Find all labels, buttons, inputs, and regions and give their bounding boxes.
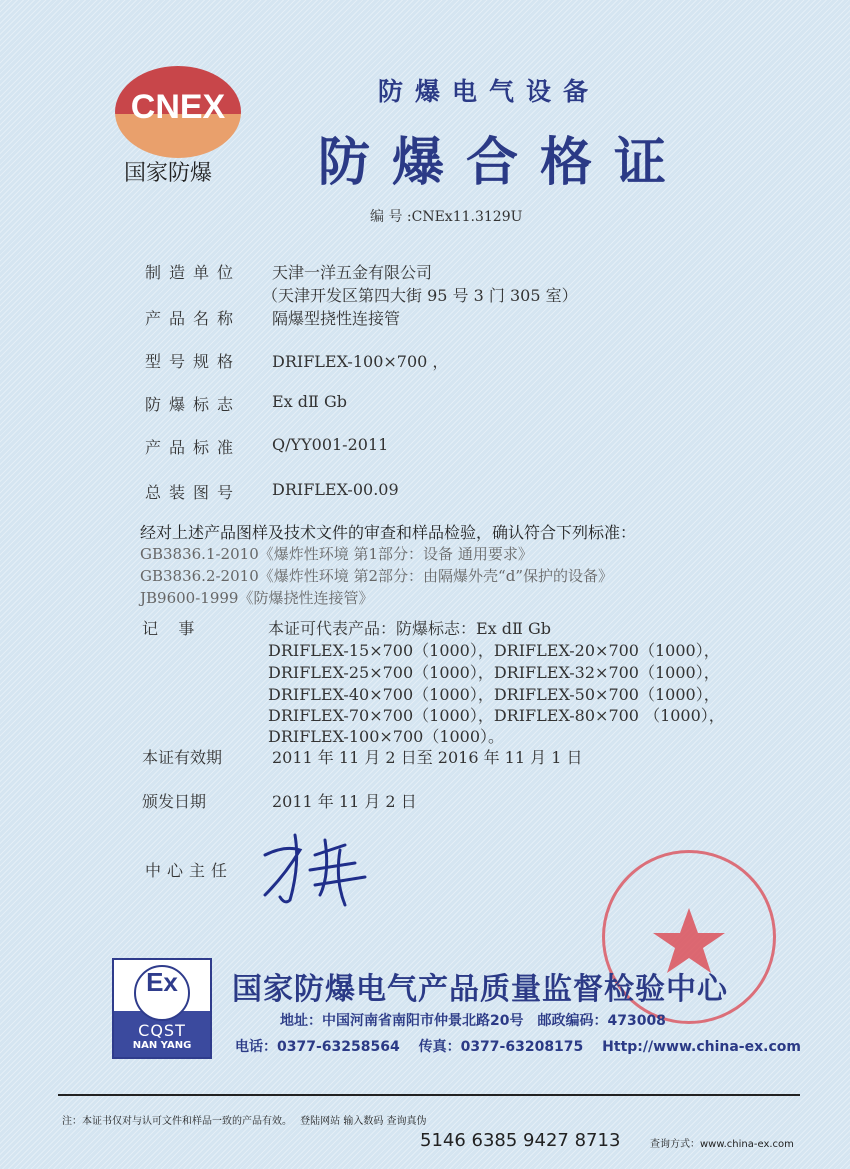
- field-label: 制造单位: [145, 263, 242, 282]
- field-value: Ex dⅡ Gb: [272, 392, 348, 411]
- notes-line: DRIFLEX-100×700（1000）。: [268, 727, 505, 746]
- field-value-address: （天津开发区第四大街 95 号 3 门 305 室）: [262, 286, 578, 305]
- footer-note: 注：本证书仅对与认可文件和样品一致的产品有效。 登陆网站 输入数码 查询真伪: [62, 1116, 427, 1127]
- field-value: DRIFLEX-100×700 ，: [272, 352, 449, 371]
- field-label: 总装图号: [145, 483, 242, 502]
- organization-address: 地址：中国河南省南阳市仲景北路20号 邮政编码：473008: [280, 1013, 666, 1029]
- conformity-statement: 经对上述产品图样及技术文件的审查和样品检验，确认符合下列标准：: [140, 523, 637, 542]
- divider: [58, 1094, 800, 1096]
- notes-line: DRIFLEX-15×700（1000），DRIFLEX-20×700（1000），: [268, 641, 720, 660]
- standard-item: GB3836.1-2010《爆炸性环境 第1部分：设备 通用要求》: [140, 545, 533, 563]
- verification-code: 5146 6385 9427 8713: [420, 1130, 621, 1151]
- field-label: 产品名称: [145, 309, 242, 328]
- validity-value: 2011 年 11 月 2 日至 2016 年 11 月 1 日: [272, 748, 583, 767]
- field-label: 产品标准: [145, 438, 242, 457]
- field-value: Q/YY001-2011: [272, 435, 389, 454]
- number-value: CNEx11.3129U: [411, 209, 523, 225]
- logo-cqst: CQST: [138, 1021, 186, 1040]
- logo-city: NAN YANG: [132, 1040, 192, 1051]
- notes-line: DRIFLEX-70×700（1000），DRIFLEX-80×700 （1000），: [268, 706, 725, 725]
- number-label: 编 号 :: [370, 209, 412, 225]
- cnex-logo: [115, 66, 241, 158]
- organization-contact: 电话：0377-63258564 传真：0377-63208175 Http://www.china-ex.com: [235, 1039, 801, 1055]
- certificate-number: [370, 206, 522, 226]
- ex-mark: Ex: [134, 965, 190, 1021]
- field-value: DRIFLEX-00.09: [272, 480, 399, 499]
- issue-date-value: 2011 年 11 月 2 日: [272, 792, 417, 811]
- page-title: 防爆合格证: [318, 133, 689, 193]
- issue-date-label: 颁发日期: [142, 792, 207, 811]
- title-small: 防爆电气设备: [378, 77, 601, 106]
- logo-subtitle: 国家防爆: [124, 161, 213, 186]
- field-label: 型号规格: [145, 352, 242, 371]
- verification-method: 查询方式：www.china-ex.com: [650, 1139, 794, 1150]
- notes-line: DRIFLEX-40×700（1000），DRIFLEX-50×700（1000），: [268, 685, 720, 704]
- director-signature: [255, 825, 385, 910]
- director-label: 中心主任: [145, 861, 234, 880]
- cqst-logo: [112, 958, 212, 1059]
- field-label: 防爆标志: [145, 395, 242, 414]
- validity-label: 本证有效期: [142, 748, 223, 767]
- logo-text: CNEX: [130, 88, 226, 126]
- notes-line: DRIFLEX-25×700（1000），DRIFLEX-32×700（1000），: [268, 663, 720, 682]
- organization-name: 国家防爆电气产品质量监督检验中心: [232, 972, 728, 1007]
- field-value: 天津一洋五金有限公司: [272, 263, 433, 282]
- notes-label: 记 事: [142, 619, 195, 638]
- standard-item: JB9600-1999《防爆挠性连接管》: [140, 589, 374, 607]
- standard-item: GB3836.2-2010《爆炸性环境 第2部分：由隔爆外壳“d”保护的设备》: [140, 567, 613, 585]
- field-value: 隔爆型挠性连接管: [272, 309, 401, 328]
- notes-line: 本证可代表产品：防爆标志：Ex dⅡ Gb: [268, 619, 552, 638]
